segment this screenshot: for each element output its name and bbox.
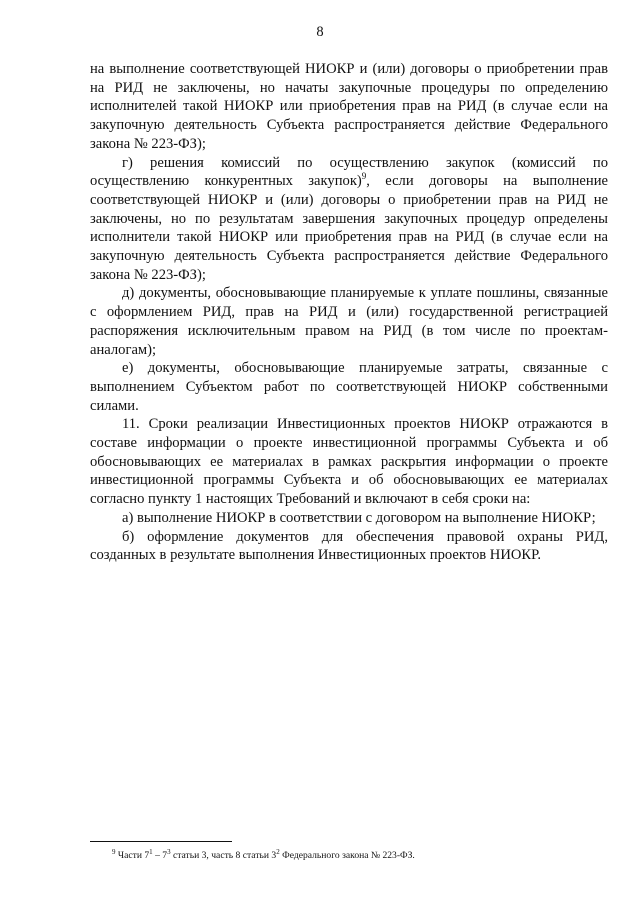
footnote-ref: 9 <box>361 171 367 182</box>
page-number: 8 <box>316 24 324 40</box>
body-text <box>90 60 608 565</box>
paragraph-item-b: б) оформление документов для обеспечения правовой охраны РИД, созданных в результате выполнения Инвестиционных проектов НИОКР. <box>90 528 608 564</box>
paragraph-item-a: а) выполнение НИОКР в соответствии с договором на выполнение НИОКР; <box>122 509 596 526</box>
paragraph-continuation: на выполнение соответствующей НИОКР и (или) договоры о приобретении прав на РИД не заключены, но начаты закупочные процедуры по определению исполнителей такой НИОКР или приобретения прав на РИД (в случае если на закупочную деятельность Субъекта распространяется действие Федерального закона № 223-ФЗ); <box>90 61 608 152</box>
footnote: $^9$ Части $7^1 - 7^3$ статьи 3, часть 8 статьи $3^2$ Федерального закона № 223-ФЗ. <box>112 847 415 861</box>
paragraph-item-d: д) документы, обосновывающие планируемые к уплате пошлины, связанные с оформлением РИД, прав на РИД и (или) государственной регистрацией распоряжения исключительным правом на РИД (в том числе по проектам-аналогам); <box>90 285 608 358</box>
paragraph-item-e: е) документы, обосновывающие планируемые затраты, связанные с выполнением Субъектом работ по соответствующей НИОКР собственными силами. <box>90 360 608 414</box>
paragraph-item-g: г) решения комиссий по осуществлению закупок (комиссий по осуществлению конкурентных закупок)$^9$, если договоры на выполнение соответствующей НИОКР и (или) договоры о приобретении прав на РИД не заключены, но по результатам завершения закупочных процедур определены исполнители такой НИОКР или приобретения прав на РИД (в случае если на закупочную деятельность Субъекта распространяется действие Федерального закона № 223-ФЗ); <box>90 154 608 283</box>
paragraph-clause-11: 11. Сроки реализации Инвестиционных проектов НИОКР отражаются в составе информации о проекте инвестиционной программы Субъекта и об обосновывающих ее материалах в рамках раскрытия информации о проекте инвестиционной программы Субъекта и об обосновывающих ее материалах согласно пункту 1 настоящих Требований и включают в себя сроки на: <box>90 416 608 508</box>
footnote-separator <box>90 841 232 842</box>
